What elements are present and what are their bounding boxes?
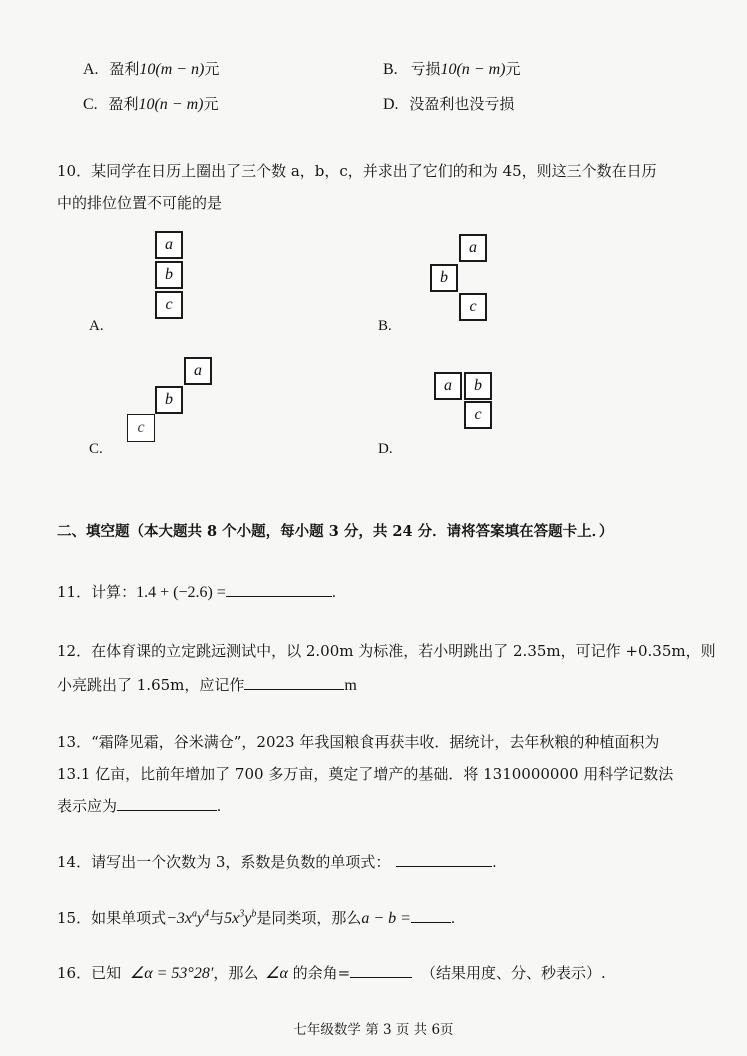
q14-end: . [492,854,497,871]
q9-option-c [83,93,219,114]
q15-answer-blank [411,908,451,923]
q12-line1: 12．在体育课的立定跳远测试中，以 2.00m 为标准，若小明跳出了 2.35m，可记作 +0.35m，则 [57,642,716,660]
option-letter: A. [83,61,99,78]
cell-a: a [155,231,183,259]
q15-expr: a − b = [361,910,411,927]
option-text: 没盈利也没亏损 [409,95,515,113]
option-expr: 10(m − n) [139,61,205,78]
option-letter: D. [383,96,399,113]
q9-option-b [383,58,521,79]
q16 [57,962,606,983]
cell-a: a [459,234,487,262]
q15-end: . [450,910,455,927]
q16-given: ∠α = 53°28′ [129,965,214,982]
q13-answer-blank [117,796,217,811]
q11-expr: 1.4 + (−2.6) = [136,584,226,601]
q10-line2: 中的排位位置不可能的是 [57,194,223,212]
option-letter: B. [383,61,398,78]
q13-line1: 13．“霜降见霜，谷米满仓”，2023 年我国粮食再获丰收．据统计，去年秋粮的种植面积为 [57,733,660,751]
cell-c: c [459,293,487,321]
q11-prefix: 11．计算： [57,583,137,601]
page-footer: 七年级数学 第 3 页 共 6页 [293,1022,454,1038]
q15 [57,907,455,928]
option-suffix: 元 [505,60,521,78]
q16-answer-blank [350,963,412,978]
q10-option-c-label: C. [89,441,103,457]
cell-c: c [155,291,183,319]
q15-suffix: 是同类项，那么 [256,909,362,927]
q14-answer-blank [396,852,492,867]
q13-line3 [57,795,221,816]
cell-c: c [464,401,492,429]
q12-unit: m [344,677,357,694]
q14 [57,851,496,872]
q12-line2-prefix: 小亮跳出了 1.65m，应记作 [57,676,245,694]
q14-text: 14．请写出一个次数为 3，系数是负数的单项式： [57,853,391,871]
q16-angle: ∠α [265,965,288,982]
q11 [57,581,336,602]
option-prefix: 盈利 [109,60,140,78]
cell-b: b [155,261,183,289]
q12-answer-blank [244,675,344,690]
q10-line1: 10．某同学在日历上圈出了三个数 a，b，c，并求出了它们的和为 45，则这三个数在日历 [57,162,657,180]
cell-a: a [434,372,462,400]
q16-mid: ，那么 [213,964,259,982]
option-expr: 10(n − m) [440,61,506,78]
cell-b: b [430,264,458,292]
q11-answer-blank [226,582,332,597]
q12-line2 [57,674,357,695]
q16-prefix: 16．已知 [57,964,122,982]
option-prefix: 亏损 [410,60,441,78]
q9-option-a [83,58,219,79]
q15-prefix: 15．如果单项式 [57,909,167,927]
q15-mono1: $-3x^ay^4$ [166,908,210,927]
option-suffix: 元 [203,95,219,113]
option-expr: 10(n − m) [138,96,204,113]
q10-option-d-label: D. [378,441,393,457]
cell-c: c [127,414,155,442]
q15-mid: 与 [209,909,225,927]
q9-option-d [383,93,514,114]
q10-option-b-label: B. [378,318,392,334]
section-heading: 二、填空题（本大题共 8 个小题，每小题 3 分，共 24 分．请将答案填在答题卡上．） [57,523,614,540]
q10-option-a-label: A. [89,318,104,334]
q16-suffix: 的余角= [292,964,351,982]
option-suffix: 元 [204,60,220,78]
q16-note: （结果用度、分、秒表示）. [421,964,606,982]
option-prefix: 盈利 [108,95,139,113]
q13-line2: 13.1 亿亩，比前年增加了 700 多万亩，奠定了增产的基础．将 1310000000 用科学记数法 [57,765,674,783]
option-letter: C. [83,96,98,113]
cell-b: b [464,372,492,400]
cell-a: a [184,357,212,385]
q15-mono2: $5x^3y^b$ [224,908,257,927]
q13-line3-prefix: 表示应为 [57,797,118,815]
q13-end: . [217,798,222,815]
q11-end: . [331,584,336,601]
cell-b: b [155,386,183,414]
